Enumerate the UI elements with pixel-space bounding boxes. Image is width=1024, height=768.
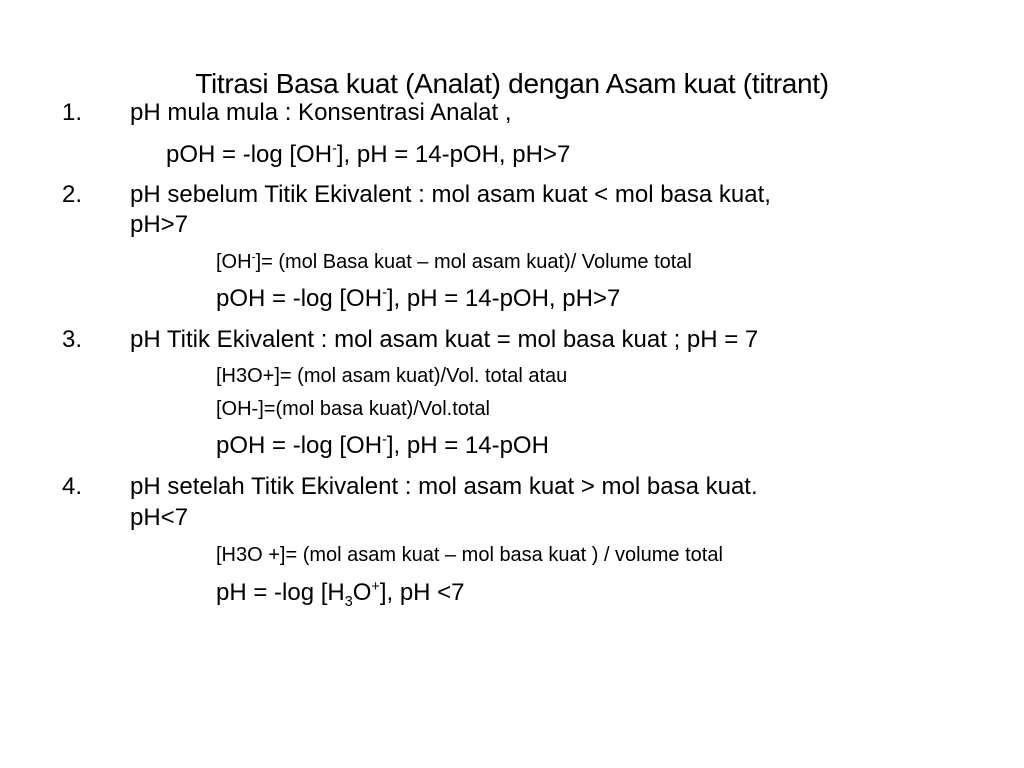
item-4-formula: pH = -log $[H_3O^+]$, pH <7 xyxy=(216,579,465,610)
item-1-number: 1. xyxy=(62,99,83,126)
item-2-number: 2. xyxy=(62,181,83,208)
item-4-number: 4. xyxy=(62,473,83,500)
item-3-number: 3. xyxy=(62,326,83,353)
item-4-sub-formula: [H3O +]= (mol asam kuat – mol basa kuat ) / volume total xyxy=(216,544,723,566)
item-2-text: pH sebelum Titik Ekivalent : mol asam kuat < mol basa kuat, xyxy=(130,181,771,208)
item-3-sub-formula-1: [H3O+]= (mol asam kuat)/Vol. total atau xyxy=(216,365,568,387)
item-4-text: pH setelah Titik Ekivalent : mol asam kuat > mol basa kuat. xyxy=(130,473,758,500)
item-3-sub-formula-2: [OH-]=(mol basa kuat)/Vol.total xyxy=(216,398,491,420)
slide-title: Titrasi Basa kuat (Analat) dengan Asam kuat (titrant) xyxy=(195,68,829,99)
item-2-sub-formula: [OH-]= (mol Basa kuat – mol asam kuat)/ Volume total xyxy=(216,249,692,273)
item-2-formula: pOH = -log [OH-], pH = 14-pOH, pH>7 xyxy=(216,285,621,312)
item-2-text-cont: pH>7 xyxy=(130,211,189,238)
item-1-text: pH mula mula : Konsentrasi Analat , xyxy=(130,99,512,126)
item-3-text: pH Titik Ekivalent : mol asam kuat = mol basa kuat ; pH = 7 xyxy=(130,326,759,353)
item-1-formula: pOH = -log [OH-], pH = 14-pOH, pH>7 xyxy=(166,141,571,168)
item-3-formula: pOH = -log [OH-], pH = 14-pOH xyxy=(216,432,549,459)
item-4-text-cont: pH<7 xyxy=(130,504,189,531)
